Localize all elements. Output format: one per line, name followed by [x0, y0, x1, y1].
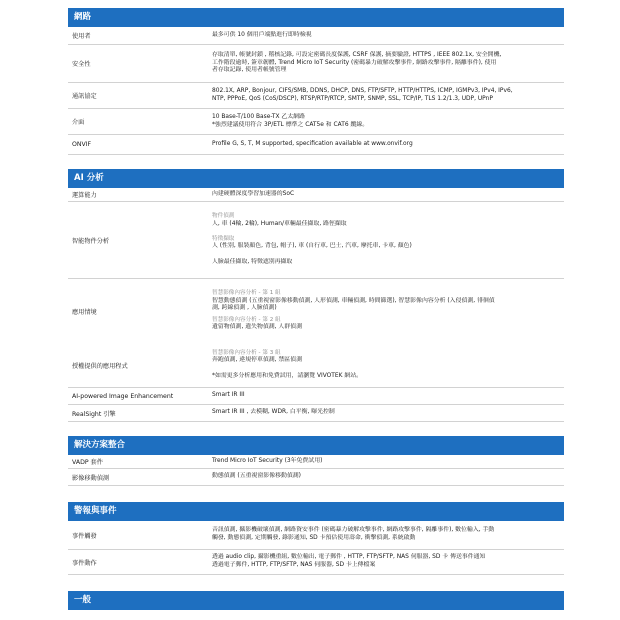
spec-value-line: 者存取記錄, 使用者帳號管理 [212, 67, 287, 74]
spec-value-line: 內建硬體深度學習加速器的SoC [212, 190, 295, 197]
spec-subheading: 智慧影像內容分析 - 第 2 組 [212, 316, 281, 323]
spec-value-line: Profile G, S, T, M supported, specification available at www.onvif.org [212, 140, 413, 147]
spec-key: 安全性 [72, 61, 91, 68]
section-header-network: 網路 [68, 8, 564, 27]
spec-note: *如需更多分析應用和免費試用，請瀏覽 VIVOTEK 網站。 [212, 372, 363, 379]
spec-key: 智能物件分析 [72, 237, 110, 245]
spec-key: 事件觸發 [72, 532, 97, 540]
spec-value [212, 343, 564, 387]
spec-row-motion [68, 469, 564, 486]
spec-value [212, 279, 564, 343]
spec-value-line: 人臉最佳擷取, 特徵遮別再擷取 [212, 259, 293, 265]
spec-row-vadp [68, 455, 564, 469]
spec-value [212, 455, 564, 468]
spec-value-line: Trend Micro IoT Security (3年免費試用) [212, 457, 323, 464]
spec-value-line: 人 (性別, 服裝顏色, 背包, 帽子), 車 (自行車, 巴士, 汽車, 摩托車, 卡車, 顏色) [212, 243, 412, 250]
spec-value [212, 135, 564, 154]
spec-key: 運算能力 [72, 192, 97, 199]
spec-subheading: 智慧影像內容分析 - 第 1 組 [212, 290, 281, 297]
spec-value-line: NTP, PPPoE, QoS (CoS/DSCP), RTSP/RTP/RTCP, SMTP, SNMP, SSL, TCP/IP, TLS 1.2/1.3, UDP, UPnP [212, 95, 493, 102]
spec-key: 授權提供的應用程式 [72, 362, 128, 370]
spec-key: 使用者 [72, 33, 91, 40]
spec-row-image-enhancement [68, 388, 564, 405]
spec-key: AI-powered Image Enhancement [72, 392, 174, 400]
spec-value-line: 智慧動態偵測 (五重視窗影像移動偵測, 人形偵測, 車輛偵測, 時間篩選), 智慧影像內容分析 (入侵偵測, 徘徊偵 [212, 297, 495, 304]
spec-row-compute [68, 188, 564, 202]
spec-key: 影像移動偵測 [72, 474, 110, 482]
spec-row-realsight [68, 405, 564, 422]
spec-row-protocols [68, 83, 564, 109]
spec-value-line: Smart IR III [212, 392, 245, 399]
spec-value [212, 27, 564, 44]
spec-value-line: 測, 跨線偵測 , 人臉偵測) [212, 305, 277, 312]
spec-key: 事件動作 [72, 559, 97, 567]
spec-value-line: 透過 audio clip, 攝影機重組, 數位輸出, 電子郵件 , HTTP, FTP/SFTP, NAS 伺服器, SD 卡 傳送事件通知 [212, 554, 486, 561]
spec-value [212, 550, 564, 574]
spec-value [212, 109, 564, 134]
spec-value [212, 83, 564, 108]
spec-value [212, 388, 564, 404]
spec-value [212, 45, 564, 82]
spec-value-line: 工作階段逾時, 簽章韌體, Trend Micro IoT Security (密碼暴力破解攻擊事件, 網路攻擊事件, 隔離事件), 使用 [212, 59, 497, 66]
spec-value-line: *強烈建議使用符合 3P/ETL 標準之 CAT5e 和 CAT6 纜線。 [212, 121, 369, 128]
section-header-general: 一般 [68, 591, 564, 610]
spec-sheet [68, 0, 564, 610]
spec-value-line: 存取清單, 帳號封鎖 , 稽核記錄, 可設定密碼長度保護, CSRF 保護, 摘要驗證, HTTPS , IEEE 802.1x, 安全開機, [212, 52, 502, 59]
spec-value-line: 人, 車 (4輪, 2輪), Human/車輛最佳擷取, 路徑擷取 [212, 220, 347, 227]
spec-row-interface [68, 109, 564, 135]
spec-key: RealSight 引擎 [72, 410, 116, 418]
spec-value-line: 透過電子郵件, HTTP, FTP/SFTP, NAS 伺服器, SD 卡上傳檔案 [212, 562, 376, 568]
spec-value-line: 10 Base-T/100 Base-TX 乙太網路 [212, 113, 305, 120]
spec-value [212, 202, 564, 278]
spec-value-line: 最多可供 10 個用戶端點進行即時檢視 [212, 31, 312, 38]
spec-value-line: 奔跑偵測, 違規停車偵測, 禁區偵測 [212, 357, 302, 363]
spec-value-line: 動態偵測 (五重視窗影像移動偵測) [212, 473, 301, 480]
spec-key: VADP 套件 [72, 459, 103, 466]
spec-subheading: 特徵擷取 [212, 236, 235, 243]
section-header-alarm: 警報與事件 [68, 502, 564, 521]
spec-key: 應用情境 [72, 308, 97, 316]
spec-value [212, 521, 564, 549]
spec-row-security [68, 45, 564, 83]
spec-key: ONVIF [72, 141, 92, 148]
spec-row-object-analysis [68, 202, 564, 279]
spec-row-applications [68, 279, 564, 343]
spec-key: 介面 [72, 119, 85, 126]
spec-row-licensed-apps [68, 343, 564, 388]
section-header-solutions: 解決方案整合 [68, 436, 564, 455]
spec-value [212, 469, 564, 485]
spec-row-event-trigger [68, 521, 564, 550]
section-header-ai: AI 分析 [68, 169, 564, 188]
spec-subheading: 智慧影像內容分析 - 第 3 組 [212, 349, 281, 356]
spec-value [212, 188, 564, 201]
spec-row-onvif [68, 135, 564, 155]
spec-value-line: Smart IR III , 去模糊, WDR, 白平衡, 曝光控制 [212, 409, 335, 416]
spec-value [212, 405, 564, 421]
spec-value-line: 音訊偵測, 攝影機破壞偵測, 網路資安事件 (密碼暴力破解攻擊事件, 網路攻擊事件, 隔離事件), 數位輸入, 手動 [212, 527, 495, 534]
spec-value-line: 觸發, 動態偵測, 定期觸發, 錄影通知, SD 卡預估使用壽命, 衝擊偵測, 系統啟動 [212, 535, 416, 541]
spec-value-line: 遺留物偵測, 遺失物偵測, 人群偵測 [212, 324, 302, 330]
spec-key: 通訊協定 [72, 93, 97, 100]
spec-subheading: 物件偵測 [212, 213, 235, 220]
spec-row-event-action [68, 550, 564, 575]
spec-row-users [68, 27, 564, 45]
spec-value-line: 802.1X, ARP, Bonjour, CIFS/SMB, DDNS, DHCP, DNS, FTP/SFTP, HTTP/HTTPS, ICMP, IGMPv3, IPv4, IPv6, [212, 87, 513, 94]
